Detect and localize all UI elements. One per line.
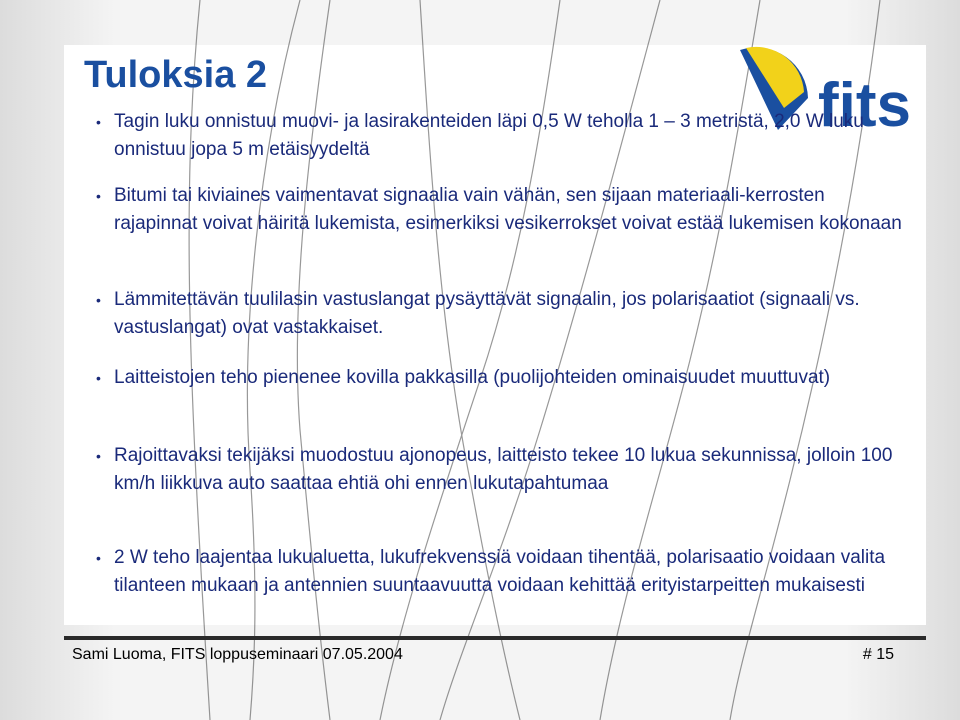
bullet-item — [96, 442, 906, 498]
bullet-dot-icon: • — [96, 188, 101, 204]
bullet-text: Tagin luku onnistuu muovi- ja lasirakenteiden läpi 0,5 W teholla 1 – 3 metristä, 2,0 W luku onnistuu jopa 5 m etäisyydeltä — [114, 111, 864, 160]
bullet-text: 2 W teho laajentaa lukualuetta, lukufrekvenssiä voidaan tihentää, polarisaatio voidaan valita tilanteen mukaan ja antennien suuntaavuutta voidaan kehittää erityistarpeitten mukaisesti — [114, 547, 886, 596]
logo-text: fits — [818, 71, 911, 140]
bullet-text: Rajoittavaksi tekijäksi muodostuu ajonopeus, laitteisto tekee 10 lukua sekunnissa, jolloin 100 km/h liikkuva auto saattaa ehtiä ohi ennen lukutapahtumaa — [114, 445, 893, 494]
bullet-text: Laitteistojen teho pienenee kovilla pakkasilla (puolijohteiden ominaisuudet muuttuvat) — [114, 367, 831, 388]
bullet-dot-icon: • — [96, 370, 101, 386]
bullet-item — [96, 544, 906, 600]
bullet-dot-icon: • — [96, 292, 101, 308]
bullet-text: Lämmitettävän tuulilasin vastuslangat pysäyttävät signaalin, jos polarisaatiot (signaali vs. vastuslangat) ovat vastakkaiset. — [114, 289, 860, 338]
bullet-dot-icon: • — [96, 550, 101, 566]
bullet-dot-icon: • — [96, 114, 101, 130]
bullet-item — [96, 364, 830, 392]
bullet-dot-icon: • — [96, 448, 101, 464]
bullet-item — [96, 108, 906, 164]
bullet-item — [96, 286, 906, 342]
footer-presenter: Sami Luoma, FITS loppuseminaari 07.05.2004 — [72, 646, 403, 663]
bullet-item — [96, 182, 906, 238]
footer-page-number: # 15 — [862, 646, 894, 663]
slide-title: Tuloksia 2 — [84, 54, 268, 96]
footer-divider — [64, 636, 926, 640]
bullet-text: Bitumi tai kiviaines vaimentavat signaalia vain vähän, sen sijaan materiaali-kerrosten rajapinnat voivat häiritä lukemista, esimerkiksi vesikerrokset voivat estää lukemisen kokonaan — [114, 185, 902, 234]
